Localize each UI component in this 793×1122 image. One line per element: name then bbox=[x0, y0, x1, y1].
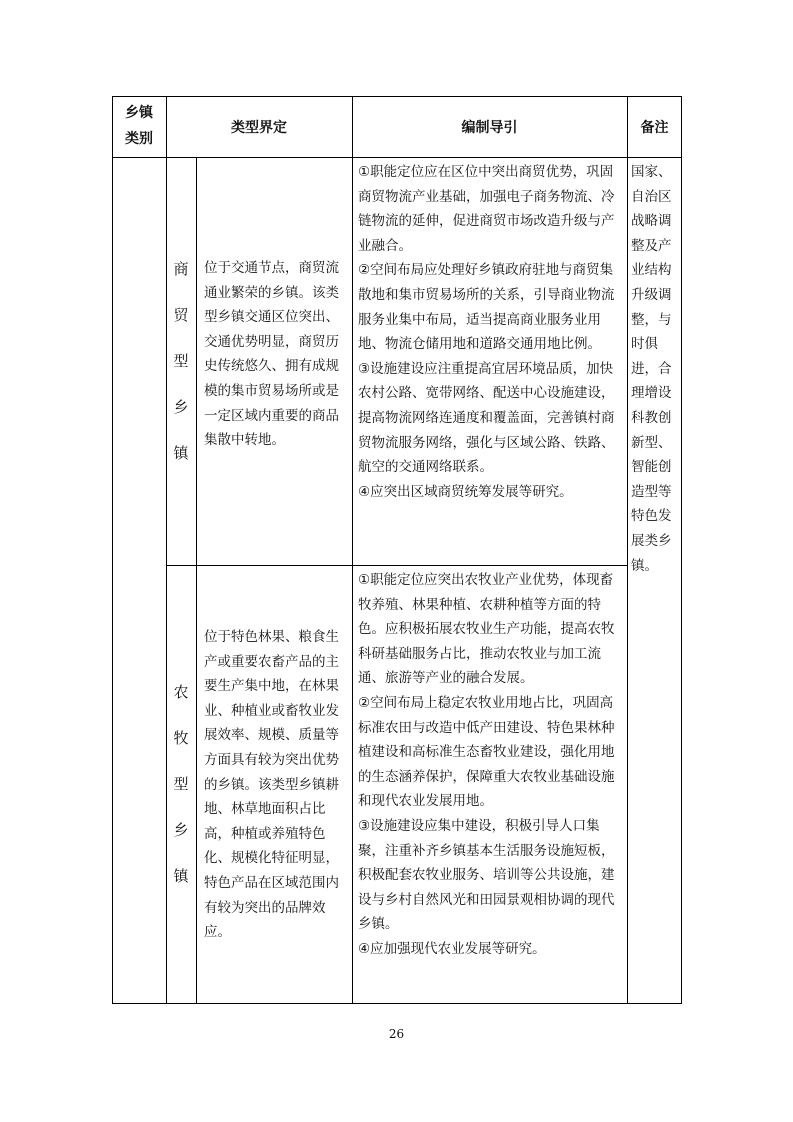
guide-commerce bbox=[352, 160, 627, 504]
page-number: 26 bbox=[388, 1027, 405, 1041]
type-char: 商 bbox=[173, 260, 189, 278]
type-char: 型 bbox=[173, 775, 189, 793]
type-char: 农 bbox=[173, 683, 189, 701]
header-note: 备注 bbox=[640, 119, 669, 136]
guide-item: ①职能定位应突出农牧业产业优势，体现畜牧养殖、林果种植、农耕种植等方面的特色。应积极拓展农牧业生产功能，提高农牧科研基础服务占比，推动农牧业与加工流通、旅游等产业的融合发展。 bbox=[358, 572, 615, 687]
header-divider bbox=[112, 157, 682, 158]
header-category-line1: 乡镇 bbox=[125, 105, 153, 121]
table-border-bottom bbox=[112, 1003, 682, 1004]
guide-item: ②空间布局上稳定农牧业用地占比，巩固高标准农田与改造中低产田建设、特色果林种植建设和高标准生态畜牧业建设，强化用地的生态涵养保护，保障重大农牧业基础设施和现代农业发展用地。 bbox=[358, 694, 615, 810]
guide-item: ④应突出区域商贸统筹发展等研究。 bbox=[358, 483, 573, 500]
guide-item: ④应加强现代农业发展等研究。 bbox=[358, 940, 546, 957]
header-category bbox=[112, 100, 166, 157]
guide-item: ③设施建设应集中建设，积极引导人口集聚，注重补齐乡镇基本生活服务设施短板，积极配套农牧业服务、培训等公共设施，建设与乡村自然风光和田园景观相协调的现代乡镇。 bbox=[358, 817, 615, 933]
note-text: 国家、自治区战略调整及产业结构升级调整，与时俱进，合理增设科教创新型、智能创造型等特色发展类乡镇。 bbox=[631, 164, 672, 574]
definition-commerce: 位于交通节点，商贸流通业繁荣的乡镇。该类型乡镇交通区位突出、交通优势明显，商贸历史传统悠久、拥有成规模的集市贸易场所或是一定区域内重要的商品集散中转地。 bbox=[204, 260, 339, 449]
table-border-left bbox=[112, 96, 113, 1004]
guide-item: ②空间布局应处理好乡镇政府驻地与商贸集散地和集市贸易场所的关系，引导商业物流服务业集中布局，适当提高商业服务业用地、物流仓储用地和道路交通用地比例。 bbox=[358, 262, 615, 353]
definition-agriculture: 位于特色林果、粮食生产或重要农畜产品的主要生产集中地，在林果业、种植业或畜牧业发展效率、规模、质量等方面具有较为突出优势的乡镇。该类型乡镇耕地、林草地面积占比高，种植或养殖特色化、规模化特征明显，特色产品在区域范围内有较为突出的品牌效应。 bbox=[204, 629, 339, 941]
type-char: 牧 bbox=[173, 729, 189, 747]
type-char: 乡 bbox=[173, 821, 189, 839]
type-char: 镇 bbox=[173, 867, 189, 885]
type-char: 镇 bbox=[173, 444, 189, 462]
guide-item: ①职能定位应在区位中突出商贸优势，巩固商贸物流产业基础，加强电子商务物流、冷链物流的延伸，促进商贸市场改造升级与产业融合。 bbox=[358, 164, 615, 254]
type-char: 乡 bbox=[173, 398, 189, 416]
type-char: 型 bbox=[173, 352, 189, 370]
row-divider bbox=[166, 565, 627, 566]
guide-item: ③设施建设应注重提高宜居环境品质，加快农村公路、宽带网络、配送中心设施建设，提高物流网络连通度和覆盖面，完善镇村商贸物流服务网络，强化与区域公路、铁路、航空的交通网络联系。 bbox=[358, 360, 615, 476]
header-definition: 类型界定 bbox=[231, 119, 287, 136]
type-label-commerce bbox=[166, 157, 196, 565]
type-char: 贸 bbox=[173, 306, 189, 324]
planning-table bbox=[112, 96, 682, 1004]
header-category-line2: 类别 bbox=[125, 131, 153, 147]
guide-agriculture bbox=[352, 568, 627, 962]
type-label-agriculture bbox=[166, 565, 196, 1003]
header-guide: 编制导引 bbox=[461, 119, 518, 136]
